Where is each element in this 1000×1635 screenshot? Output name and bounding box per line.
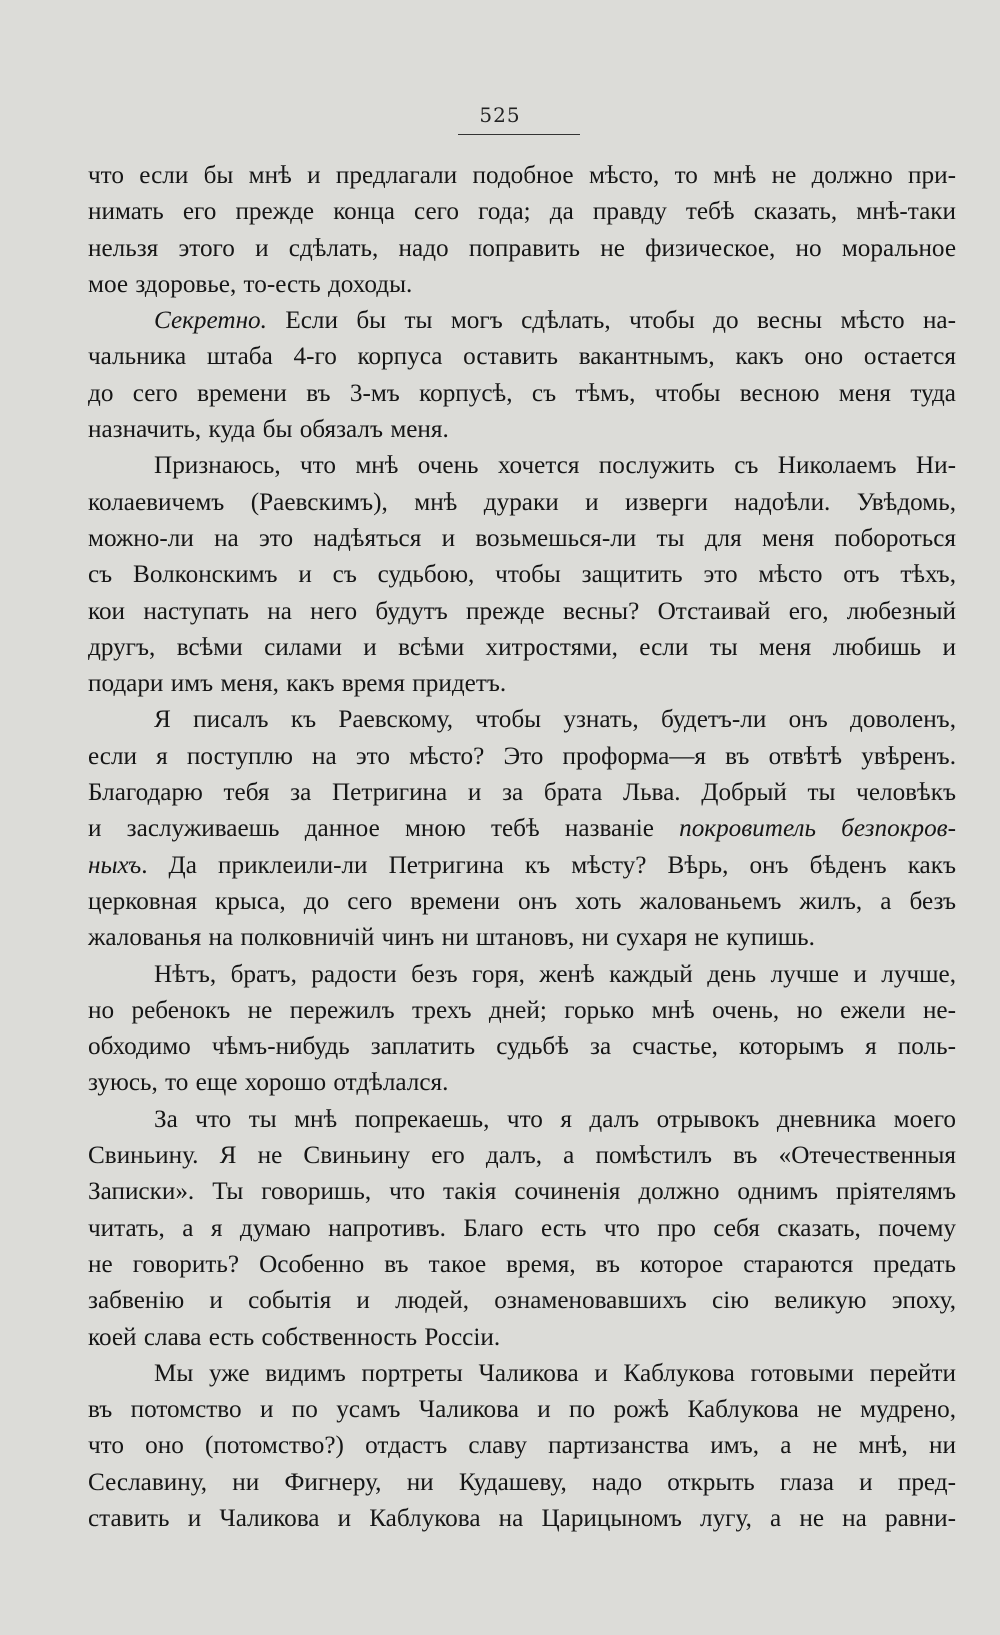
page-number: 525 — [479, 103, 521, 127]
text-line: нимать его прежде конца сего года; да правду тебѣ сказать, мнѣ-таки — [88, 198, 956, 226]
secret-label: Секретно. — [154, 307, 267, 335]
text-fragment: и заслуживаешь данное мною тебѣ названіе — [88, 815, 680, 843]
text-line: мое здоровье, то-есть доходы. — [88, 270, 413, 298]
text-line — [88, 303, 956, 339]
text-line: жалованья на полковничій чинъ ни штановъ, ни сухаря не купишь. — [88, 924, 815, 952]
text-line: Свиньину. Я не Свиньину его далъ, а помѣстилъ въ «Отечественныя — [88, 1142, 956, 1170]
text-line: колаевичемъ (Раевскимъ), мнѣ дураки и изверги надоѣли. Увѣдомь, — [88, 488, 956, 516]
text-line: Нѣтъ, братъ, радости безъ горя, женѣ каждый день лучше и лучше, — [154, 960, 956, 988]
text-fragment: . Да приклеили-ли Петригина къ мѣсту? Вѣрь, онъ бѣденъ какъ — [141, 851, 956, 879]
text-line: кои наступать на него будутъ прежде весны? Отстаивай его, любезный — [88, 597, 956, 625]
italic-phrase: покровитель безпокров- — [679, 815, 956, 843]
text-line: читать, а я думаю напротивъ. Благо есть что про себя сказать, почему — [88, 1214, 956, 1242]
text-line: что оно (потомство?) отдастъ славу партизанства имъ, а не мнѣ, ни — [88, 1432, 956, 1460]
text-line: забвенію и событія и людей, ознаменовавшихъ сію великую эпоху, — [88, 1287, 956, 1315]
text-line: но ребенокъ не пережилъ трехъ дней; горько мнѣ очень, но ежели не- — [88, 996, 956, 1024]
text-line: зуюсь, то еще хорошо отдѣлался. — [88, 1069, 449, 1097]
text-line: Я писалъ къ Раевскому, чтобы узнать, будетъ-ли онъ доволенъ, — [154, 706, 956, 734]
text-line: другъ, всѣми силами и всѣми хитростями, если ты меня любишь и — [88, 633, 956, 661]
text-line: коей слава есть собственность Россіи. — [88, 1323, 501, 1351]
text-line: ставить и Чаликова и Каблукова на Царицыномъ лугу, а не на равни- — [88, 1504, 956, 1532]
text-line — [88, 811, 956, 847]
text-line: подари имъ меня, какъ время придетъ. — [88, 670, 507, 698]
text-line — [88, 848, 956, 884]
body-text — [88, 158, 956, 1537]
text-line: съ Волконскимъ и съ судьбою, чтобы защитить это мѣсто отъ тѣхъ, — [88, 561, 956, 589]
text-line: Благодарю тебя за Петригина и за брата Льва. Добрый ты человѣкъ — [88, 779, 956, 807]
text-line: если я поступлю на это мѣсто? Это проформа—я въ отвѣтѣ увѣренъ. — [88, 742, 956, 770]
text-line: чальника штаба 4-го корпуса оставить вакантнымъ, какъ оно остается — [88, 343, 956, 371]
italic-phrase: ныхъ — [88, 851, 142, 879]
text-line: въ потомство и по усамъ Чаликова и по рожѣ Каблукова не мудрено, — [88, 1396, 956, 1424]
text-line: нельзя этого и сдѣлать, надо поправить не физическое, но моральное — [88, 234, 956, 262]
text-line: Сеславину, ни Фигнеру, ни Кудашеву, надо открыть глаза и пред- — [88, 1468, 956, 1496]
text-line: Мы уже видимъ портреты Чаликова и Каблукова готовыми перейти — [154, 1359, 956, 1387]
text-fragment: Если бы ты могъ сдѣлать, чтобы до весны мѣсто на- — [266, 307, 956, 335]
page-number-rule — [458, 134, 580, 135]
text-line: Записки». Ты говоришь, что такія сочиненія должно однимъ пріятелямъ — [88, 1178, 956, 1206]
text-line: можно-ли на это надѣяться и возьмешься-ли ты для меня побороться — [88, 524, 956, 552]
text-line: За что ты мнѣ попрекаешь, что я далъ отрывокъ дневника моего — [154, 1105, 956, 1133]
text-line: Признаюсь, что мнѣ очень хочется послужить съ Николаемъ Ни- — [154, 452, 956, 480]
text-line: что если бы мнѣ и предлагали подобное мѣсто, то мнѣ не должно при- — [88, 162, 956, 189]
text-line: назначить, куда бы обязалъ меня. — [88, 416, 449, 444]
text-line: церковная крыса, до сего времени онъ хоть жалованьемъ жилъ, а безъ — [88, 887, 956, 915]
text-line: не говорить? Особенно въ такое время, въ которое стараются предать — [88, 1250, 956, 1278]
text-line: обходимо чѣмъ-нибудь заплатить судьбѣ за счастье, которымъ я поль- — [88, 1033, 956, 1061]
text-line: до сего времени въ 3-мъ корпусѣ, съ тѣмъ, чтобы весною меня туда — [88, 379, 956, 407]
